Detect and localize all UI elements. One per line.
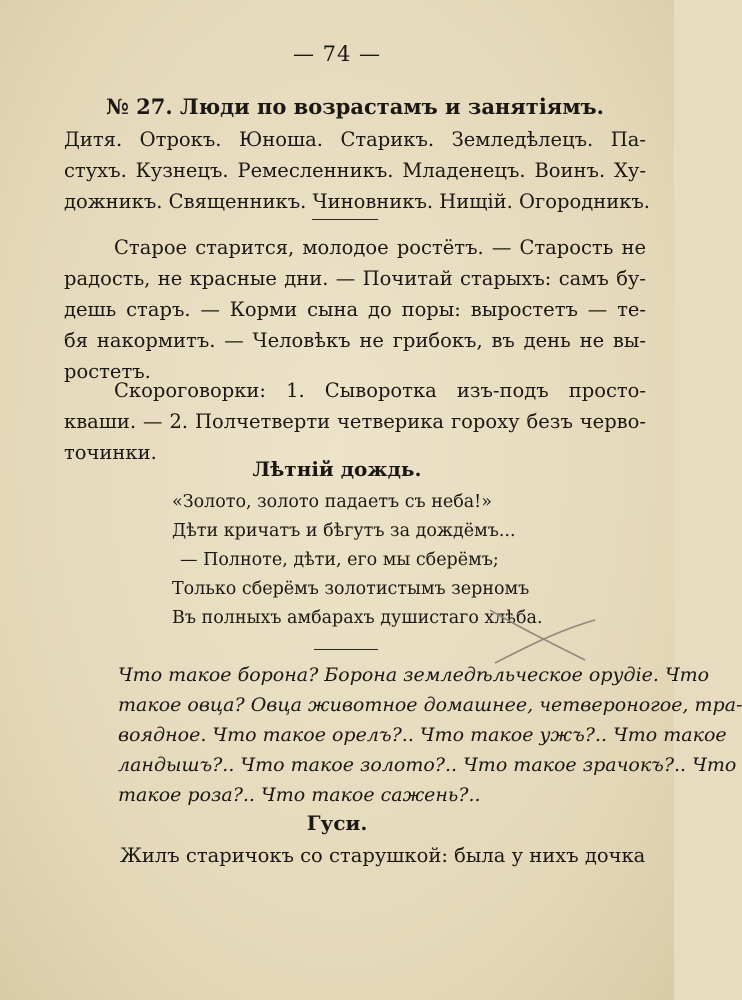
text-line: дожникъ. Священникъ. Чиновникъ. Нищій. Огородникъ. <box>64 190 651 213</box>
questions-paragraph <box>118 660 742 810</box>
text-line: такое овца? Овца животное домашнее, четвероногое, тра- <box>118 694 742 716</box>
poem-line: Въ полныхъ амбарахъ душистаго хлѣба. <box>172 608 543 628</box>
story-first-line: Жилъ старичокъ со старушкой: была у нихъ дочка <box>120 844 646 867</box>
text-line: радость, не красные дни. — Почитай старыхъ: самъ бу- <box>64 267 646 290</box>
text-line: кваши. — 2. Полчетверти четверика гороху безъ черво- <box>64 410 646 433</box>
page-number: — 74 — <box>292 42 382 66</box>
text-line: Что такое борона? Борона земледѣльческое орудіе. Что <box>118 664 710 686</box>
text-line: точинки. <box>64 441 157 464</box>
text-line: стухъ. Кузнецъ. Ремесленникъ. Младенецъ. Воинъ. Ху- <box>64 159 646 182</box>
text-line: ландышъ?.. Что такое золото?.. Что такое зрачокъ?.. Что <box>118 754 737 776</box>
poem-line: «Золото, золото падаетъ съ неба!» <box>172 492 492 512</box>
section-title: № 27. Люди по возрастамъ и занятіямъ. <box>106 94 604 119</box>
text-line: бя накормитъ. — Человѣкъ не грибокъ, въ день не вы- <box>64 329 646 352</box>
poem-title: Лѣтній дождь. <box>252 457 422 481</box>
text-line: ростетъ. <box>64 360 151 383</box>
word-list-paragraph <box>64 124 651 217</box>
text-line: Скороговорки: 1. Сыворотка изъ-подъ просто- <box>114 379 646 402</box>
poem-line: Только сберёмъ золотистымъ зерномъ <box>172 579 530 599</box>
poem-line: Дѣти кричатъ и бѣгутъ за дождёмъ... <box>172 521 516 541</box>
poem-line: — Полноте, дѣти, его мы сберёмъ; <box>180 550 499 570</box>
text-line: воядное. Что такое орелъ?.. Что такое ужъ?.. Что такое <box>118 724 727 746</box>
text-line: Старое старится, молодое ростётъ. — Старость не <box>114 236 646 259</box>
tongue-twisters-paragraph <box>64 375 646 468</box>
proverbs-paragraph <box>64 232 646 387</box>
text-line: Дитя. Отрокъ. Юноша. Старикъ. Земледѣлецъ. Па- <box>64 128 646 151</box>
text-line: такое роза?.. Что такое сажень?.. <box>118 784 481 806</box>
divider-rule <box>314 649 378 650</box>
pencil-cross-mark <box>470 605 600 665</box>
story-title: Гуси. <box>306 811 368 835</box>
text-line: дешь старъ. — Корми сына до поры: выростетъ — те- <box>64 298 646 321</box>
divider-rule <box>312 219 378 220</box>
